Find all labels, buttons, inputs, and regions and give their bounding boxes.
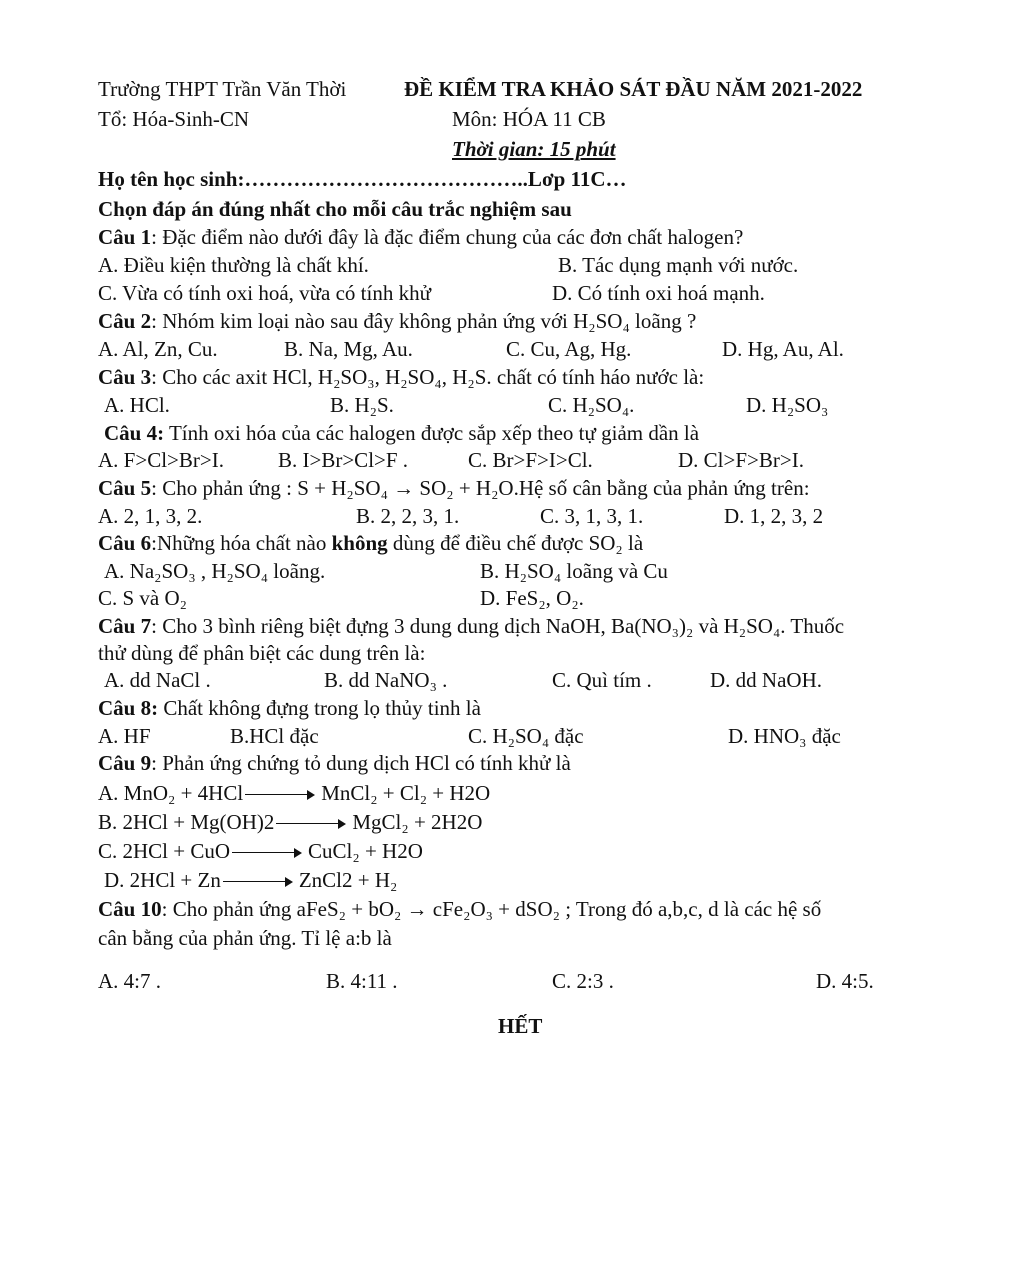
q7-option-c: C. Quì tím . [552,668,652,692]
products: ZnCl2 + H₂ [298,868,398,892]
q4-option-c: C. Br>F>I>Cl. [468,448,593,472]
exam-title: ĐỀ KIỂM TRA KHẢO SÁT ĐẦU NĂM 2021-2022 [404,77,863,101]
question-7-continued: thử dùng để phân biệt các dung trên là: [98,641,426,665]
question-text: : Nhóm kim loại nào sau đây không phản ứng với H₂SO₄ loãng ? [151,309,697,333]
q5-option-a: A. 2, 1, 3, 2. [98,504,203,528]
question-label: Câu 5 [98,476,152,500]
q2-option-a: A. Al, Zn, Cu. [98,337,218,361]
question-4 [104,420,699,446]
question-text-rest: dùng để điều chế được SO₂ là [387,531,644,555]
q6-option-d: D. FeS₂, O₂. [480,586,584,610]
question-text: :Những hóa chất nào [151,531,332,555]
arrow-icon [245,790,315,800]
reactants: D. 2HCl + Zn [104,868,221,892]
subject: Môn: HÓA 11 CB [452,107,606,131]
question-label: Câu 10 [98,897,162,921]
school-name: Trường THPT Trần Văn Thời [98,77,347,101]
question-10 [98,896,821,922]
question-text: : Phản ứng chứng tỏ dung dịch HCl có tính khử là [151,751,571,775]
q3-option-a: A. HCl. [104,393,170,417]
q5-option-d: D. 1, 2, 3, 2 [724,504,824,528]
q6-option-c: C. S và O₂ [98,586,187,610]
question-label: Câu 8: [98,696,159,720]
department: Tổ: Hóa-Sinh-CN [98,107,250,131]
q7-option-d: D. dd NaOH. [710,668,822,692]
question-1 [98,224,743,250]
question-5 [98,475,810,501]
q4-option-b: B. I>Br>Cl>F . [278,448,409,472]
q9-option-d [104,867,397,893]
q10-option-a: A. 4:7 . [98,969,161,993]
exam-time: Thời gian: 15 phút [452,137,616,161]
question-10-continued: cân bằng của phản ứng. Tỉ lệ a:b là [98,926,392,950]
end-marker: HẾT [498,1014,543,1038]
question-label: Câu 1 [98,225,152,249]
q8-option-d: D. HNO₃ đặc [728,724,841,748]
q6-option-a: A. Na₂SO₃ , H₂SO₄ loãng. [104,559,326,583]
q1-option-b: B. Tác dụng mạnh với nước. [558,253,799,277]
q8-option-c: C. H₂SO₄ đặc [468,724,584,748]
question-text: Chất không đựng trong lọ thủy tinh là [158,696,481,720]
q8-option-b: B.HCl đặc [230,724,319,748]
question-label: Câu 4: [104,421,165,445]
question-label: Câu 2 [98,309,152,333]
q7-option-a: A. dd NaCl . [104,668,211,692]
q8-option-a: A. HF [98,724,151,748]
q10-option-b: B. 4:11 . [326,969,398,993]
reactants: A. MnO₂ + 4HCl [98,781,244,805]
products: MnCl₂ + Cl₂ + H2O [321,781,491,805]
question-9 [98,750,571,776]
question-8 [98,695,481,721]
q7-option-b: B. dd NaNO₃ . [324,668,448,692]
question-text: Tính oxi hóa của các halogen được sắp xếp theo tự giảm dần là [164,421,700,445]
q5-option-b: B. 2, 2, 3, 1. [356,504,460,528]
q1-option-c: C. Vừa có tính oxi hoá, vừa có tính khử [98,281,431,305]
arrow-icon [276,819,346,829]
q9-option-c [98,838,423,864]
arrow-icon [223,877,293,887]
question-emphasis: không [331,531,388,555]
q2-option-c: C. Cu, Ag, Hg. [506,337,632,361]
q1-option-d: D. Có tính oxi hoá mạnh. [552,281,765,305]
question-6 [98,530,643,556]
question-text: : Đặc điểm nào dưới đây là đặc điểm chung của các đơn chất halogen? [151,225,744,249]
reactants: C. 2HCl + CuO [98,839,231,863]
question-text: : Cho các axit HCl, H₂SO₃, H₂SO₄, H₂S. chất có tính háo nước là: [151,365,705,389]
q3-option-c: C. H₂SO₄. [548,393,635,417]
q1-option-a: A. Điều kiện thường là chất khí. [98,253,369,277]
arrow-icon [232,848,302,858]
q5-option-c: C. 3, 1, 3, 1. [540,504,644,528]
reactants: B. 2HCl + Mg(OH)2 [98,810,275,834]
q9-option-a [98,780,490,806]
question-text: : Cho phản ứng : S + H₂SO₄ → SO₂ + H₂O.Hệ số cân bằng của phản ứng trên: [151,476,810,500]
q6-option-b: B. H₂SO₄ loãng và Cu [480,559,668,583]
q10-option-d: D. 4:5. [816,969,874,993]
q4-option-d: D. Cl>F>Br>I. [678,448,804,472]
question-2 [98,308,696,334]
q10-option-c: C. 2:3 . [552,969,614,993]
q3-option-b: B. H₂S. [330,393,394,417]
q2-option-d: D. Hg, Au, Al. [722,337,844,361]
instruction: Chọn đáp án đúng nhất cho mỗi câu trắc nghiệm sau [98,197,572,221]
student-info-line: Họ tên học sinh:…………………………………..Lơp 11C… [98,167,627,191]
question-label: Câu 9 [98,751,152,775]
question-text: : Cho phản ứng aFeS₂ + bO₂ → cFe₂O₃ + dSO₂ ; Trong đó a,b,c, d là các hệ số [161,897,822,921]
products: CuCl₂ + H2O [308,839,423,863]
q2-option-b: B. Na, Mg, Au. [284,337,413,361]
q3-option-d: D. H₂SO₃ [746,393,829,417]
question-text: : Cho 3 bình riêng biệt đựng 3 dung dung dịch NaOH, Ba(NO₃)₂ và H₂SO₄. Thuốc [151,614,845,638]
question-3 [98,364,704,390]
question-label: Câu 7 [98,614,152,638]
question-label: Câu 6 [98,531,152,555]
q4-option-a: A. F>Cl>Br>I. [98,448,224,472]
question-7 [98,613,844,639]
products: MgCl₂ + 2H2O [352,810,483,834]
question-label: Câu 3 [98,365,152,389]
q9-option-b [98,809,482,835]
